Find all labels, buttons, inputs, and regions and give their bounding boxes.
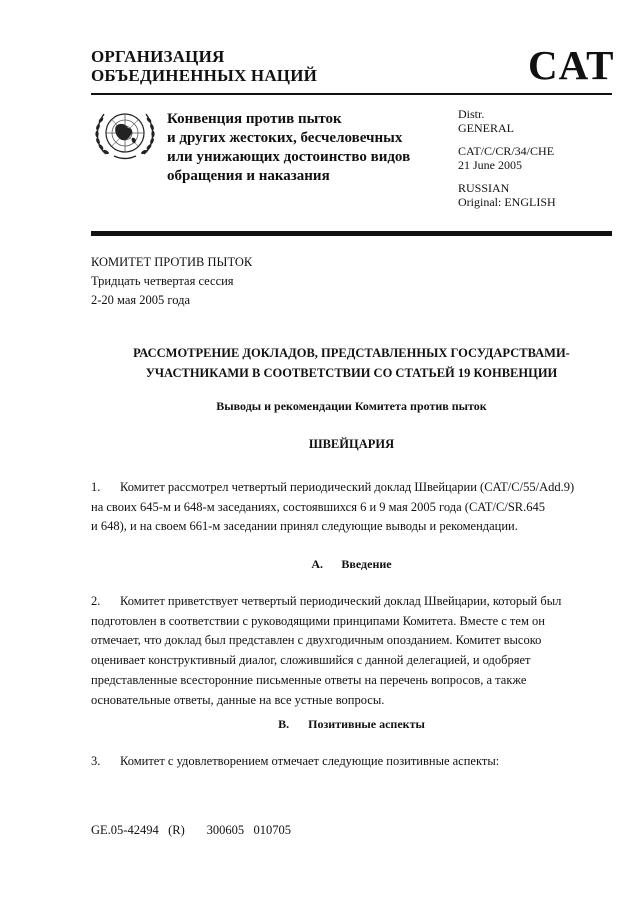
un-emblem-icon: [92, 106, 158, 162]
convention-title-line-3: или унижающих достоинство видов: [167, 149, 411, 165]
header-divider-thin: [91, 93, 612, 95]
convention-title: [167, 110, 410, 186]
paragraph-line: представленные всесторонние письменные ответы на перечень вопросов, а также: [91, 672, 527, 687]
main-heading-line-1: РАССМОТРЕНИЕ ДОКЛАДОВ, ПРЕДСТАВЛЕННЫХ ГОСУДАРСТВАМИ-: [133, 346, 570, 360]
paragraph-3: [91, 752, 621, 772]
distribution-value: GENERAL: [458, 120, 514, 135]
organization-name-line-2: ОБЪЕДИНЕННЫХ НАЦИЙ: [91, 66, 318, 85]
paragraph-line: [91, 592, 621, 612]
paragraph-line: основательные ответы, данные на все устные вопросы.: [91, 692, 385, 707]
language-block: [458, 182, 556, 209]
section-heading-b: [91, 716, 612, 732]
paragraph-text: Комитет с удовлетворением отмечает следующие позитивные аспекты:: [120, 754, 500, 768]
header-divider-thick: [91, 231, 612, 236]
paragraph-line: [91, 752, 621, 772]
section-letter: A.: [311, 557, 324, 571]
committee-dates: 2-20 мая 2005 года: [91, 293, 191, 307]
section-letter: B.: [278, 717, 290, 731]
paragraph-1: [91, 478, 621, 537]
committee-info: [91, 253, 252, 310]
paragraph-text: Комитет приветствует четвертый периодический доклад Швейцарии, который был: [120, 594, 562, 608]
original-language: Original: ENGLISH: [458, 194, 556, 209]
paragraph-line: [91, 478, 621, 498]
paragraph-line: отмечает, что доклад был представлен с двухгодичным опозданием. Комитет высоко: [91, 633, 542, 648]
document-date: 21 June 2005: [458, 157, 522, 172]
country-heading: ШВЕЙЦАРИЯ: [308, 437, 395, 451]
distribution-block: [458, 108, 556, 135]
section-heading-a: [91, 556, 612, 572]
symbol-block: [458, 145, 556, 172]
paragraph-line: и 648), и на своем 661-м заседании принял следующие выводы и рекомендации.: [91, 519, 518, 534]
committee-name: КОМИТЕТ ПРОТИВ ПЫТОК: [91, 255, 253, 269]
document-symbol: CAT/C/CR/34/CHE: [458, 144, 555, 158]
paragraph-line: подготовлен в соответствии с руководящими принципами Комитета. Вместе с тем он: [91, 613, 545, 628]
document-language: RUSSIAN: [458, 181, 510, 195]
section-title: Позитивные аспекты: [308, 717, 425, 731]
convention-title-line-1: Конвенция против пыток: [167, 111, 342, 127]
paragraph-number: 2.: [91, 594, 101, 608]
paragraph-number: 1.: [91, 480, 101, 494]
series-mark: CAT: [528, 42, 615, 88]
main-heading-line-2: УЧАСТНИКАМИ В СООТВЕТСТВИИ СО СТАТЬЕЙ 19 КОНВЕНЦИИ: [145, 366, 558, 380]
document-metadata: [458, 108, 556, 219]
section-title: Введение: [341, 557, 392, 571]
committee-session: Тридцать четвертая сессия: [91, 274, 234, 288]
convention-title-line-4: обращения и наказания: [167, 168, 330, 184]
paragraph-number: 3.: [91, 754, 101, 768]
subtitle: Выводы и рекомендации Комитета против пыток: [216, 399, 487, 413]
paragraph-line: оценивает конструктивный диалог, сложившийся с данной делегацией, и одобряет: [91, 653, 531, 668]
paragraph-line: на своих 645-м и 648-м заседаниях, состоявшихся 6 и 9 мая 2005 года (CAT/C/SR.645: [91, 499, 546, 514]
paragraph-2: [91, 592, 621, 710]
organization-name-line-1: ОРГАНИЗАЦИЯ: [91, 47, 225, 66]
organization-name: [91, 47, 317, 85]
job-number: GE.05-42494 (R) 300605 010705: [91, 823, 291, 837]
convention-title-line-2: и других жестоких, бесчеловечных: [167, 130, 403, 146]
paragraph-text: Комитет рассмотрел четвертый периодический доклад Швейцарии (CAT/C/55/Add.9): [120, 480, 575, 494]
distribution-label: Distr.: [458, 107, 485, 121]
main-heading: [91, 343, 612, 383]
